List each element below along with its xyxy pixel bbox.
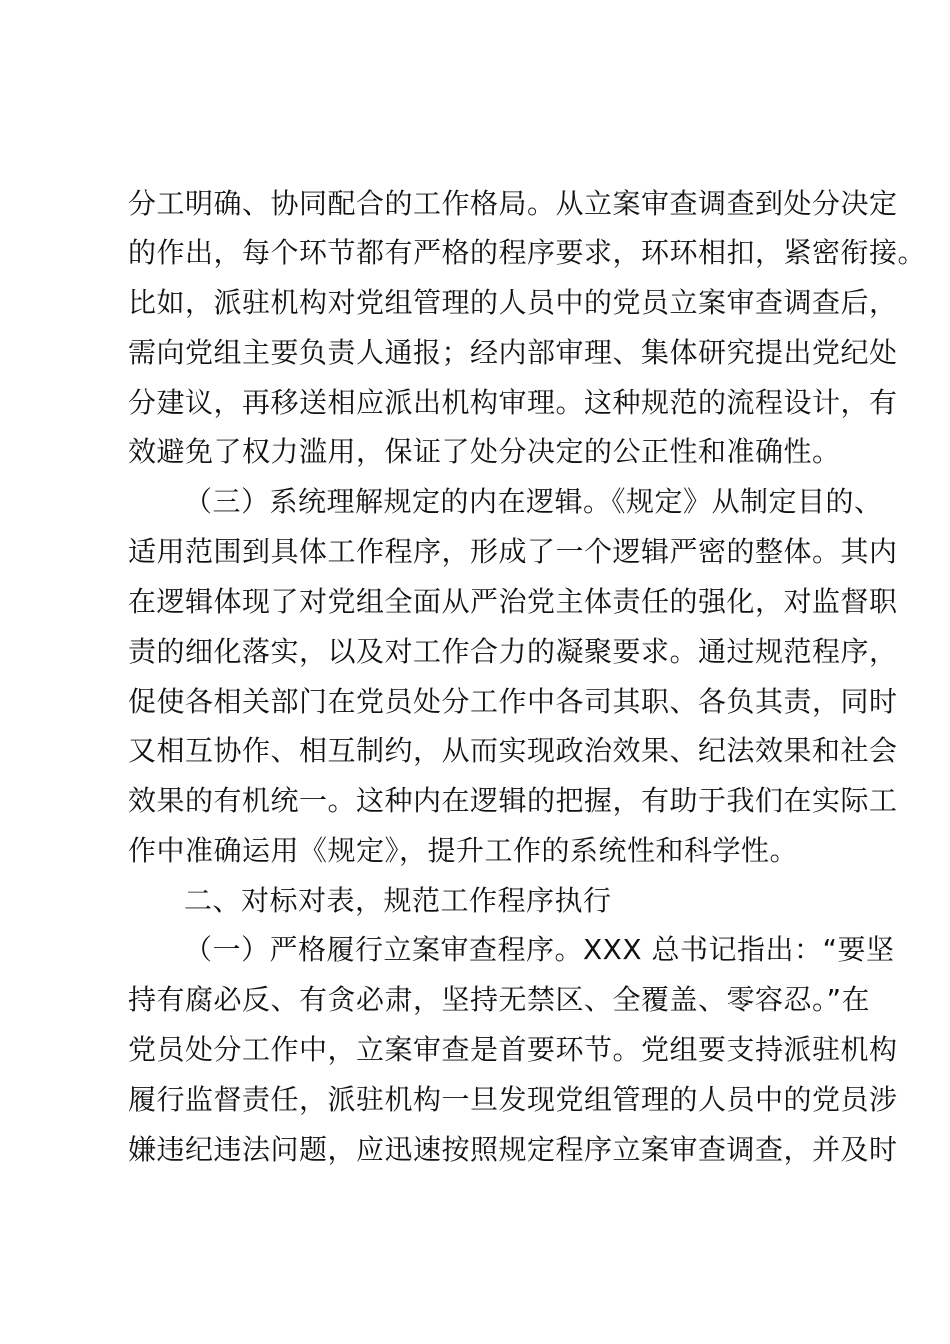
paragraph-line: 分建议，再移送相应派出机构审理。这种规范的流程设计，有 bbox=[128, 386, 898, 419]
paragraph-line: 责的细化落实，以及对工作合力的凝聚要求。通过规范程序， bbox=[128, 635, 898, 668]
paragraph-line: 党员处分工作中，立案审查是首要环节。党组要支持派驻机构 bbox=[128, 1033, 898, 1066]
paragraph-line: 又相互协作、相互制约，从而实现政治效果、纪法效果和社会 bbox=[128, 734, 898, 767]
paragraph-line: 适用范围到具体工作程序，形成了一个逻辑严密的整体。其内 bbox=[128, 535, 898, 568]
paragraph-line: 分工明确、协同配合的工作格局。从立案审查调查到处分决定 bbox=[128, 187, 898, 220]
paragraph-line: 嫌违纪违法问题，应迅速按照规定程序立案审查调查，并及时 bbox=[128, 1133, 898, 1166]
paragraph-line: 在逻辑体现了对党组全面从严治党主体责任的强化，对监督职 bbox=[128, 585, 898, 618]
chapter-heading: 二、对标对表，规范工作程序执行 bbox=[184, 884, 612, 917]
section-heading-line: （三）系统理解规定的内在逻辑。《规定》从制定目的、 bbox=[184, 485, 883, 518]
paragraph-line: 持有腐必反、有贪必肃，坚持无禁区、全覆盖、零容忍。”在 bbox=[128, 983, 871, 1016]
paragraph-line: 履行监督责任，派驻机构一旦发现党组管理的人员中的党员涉 bbox=[128, 1083, 898, 1116]
paragraph-line: 效果的有机统一。这种内在逻辑的把握，有助于我们在实际工 bbox=[128, 784, 898, 817]
paragraph-line: 需向党组主要负责人通报；经内部审理、集体研究提出党纪处 bbox=[128, 336, 898, 369]
paragraph-line: 作中准确运用《规定》，提升工作的系统性和科学性。 bbox=[128, 834, 799, 867]
paragraph-line: 比如，派驻机构对党组管理的人员中的党员立案审查调查后， bbox=[128, 286, 898, 319]
paragraph-line: 效避免了权力滥用，保证了处分决定的公正性和准确性。 bbox=[128, 435, 841, 468]
paragraph-line: 的作出，每个环节都有严格的程序要求，环环相扣，紧密衔接。 bbox=[128, 236, 927, 269]
section-heading-line: （一）严格履行立案审查程序。XXX 总书记指出：“要坚 bbox=[184, 933, 895, 966]
paragraph-line: 促使各相关部门在党员处分工作中各司其职、各负其责，同时 bbox=[128, 685, 898, 718]
